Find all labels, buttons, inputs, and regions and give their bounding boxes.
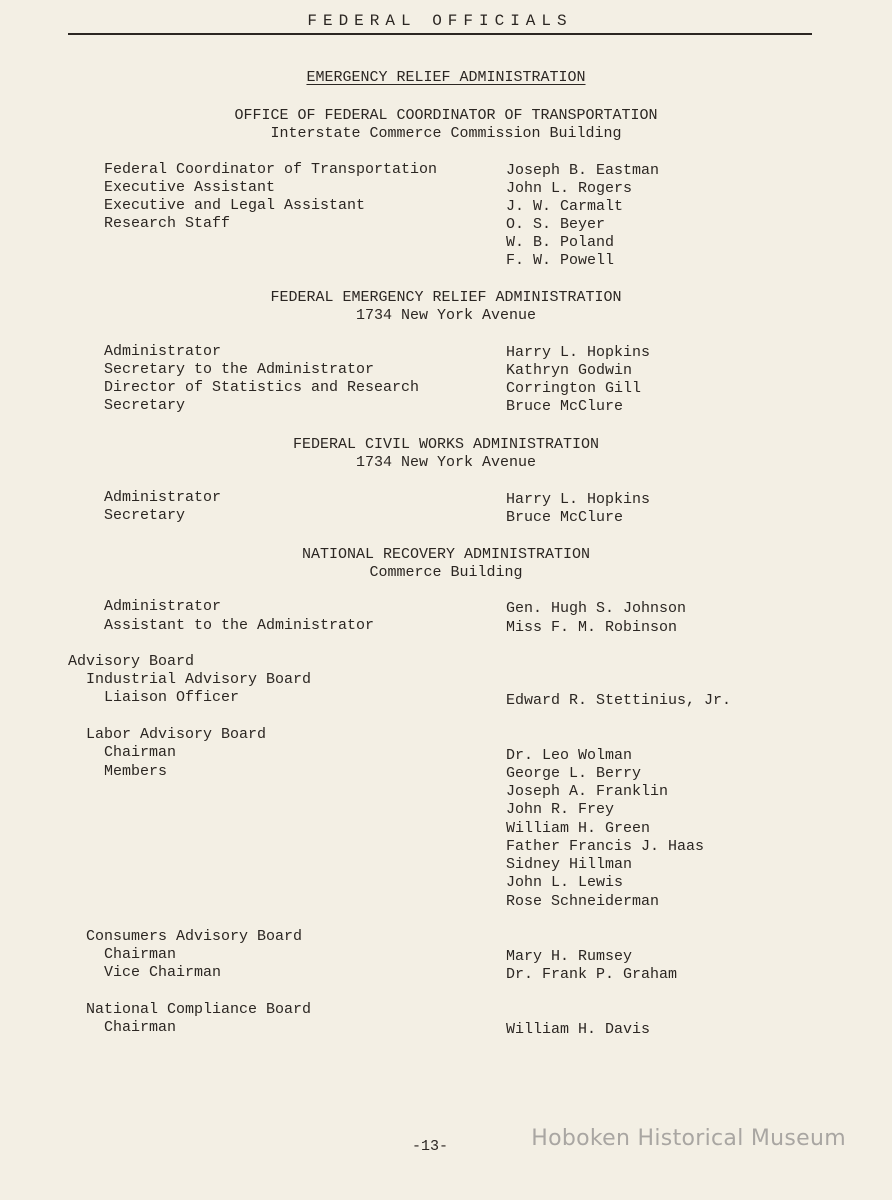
official-name: Joseph B. Eastman (506, 162, 660, 179)
official-name: Harry L. Hopkins (506, 344, 651, 361)
museum-watermark: Hoboken Historical Museum (531, 1126, 846, 1151)
board-title-labor: Labor Advisory Board (86, 726, 267, 743)
official-name: Dr. Leo Wolman (506, 747, 633, 764)
official-name: Dr. Frank P. Graham (506, 966, 678, 983)
official-name: John R. Frey (506, 801, 615, 818)
role-label: Executive and Legal Assistant (104, 197, 366, 214)
role-label: Liaison Officer (104, 689, 240, 706)
board-title-consumers: Consumers Advisory Board (86, 928, 303, 945)
official-name: O. S. Beyer (506, 216, 606, 233)
official-name: Miss F. M. Robinson (506, 619, 678, 636)
official-name: George L. Berry (506, 765, 642, 782)
official-name: Father Francis J. Haas (506, 838, 705, 855)
official-name: Corrington Gill (506, 380, 642, 397)
section-title-cwa: FEDERAL CIVIL WORKS ADMINISTRATION (292, 436, 600, 453)
page-number: -13- (411, 1138, 448, 1155)
official-name: J. W. Carmalt (506, 198, 624, 215)
role-label: Administrator (104, 343, 222, 360)
official-name: John L. Lewis (506, 874, 624, 891)
role-label: Secretary (104, 397, 186, 414)
section-title-fera: FEDERAL EMERGENCY RELIEF ADMINISTRATION (270, 289, 622, 306)
section-title-nra: NATIONAL RECOVERY ADMINISTRATION (301, 546, 591, 563)
official-name: Harry L. Hopkins (506, 491, 651, 508)
role-label: Secretary to the Administrator (104, 361, 375, 378)
official-name: William H. Green (506, 820, 651, 837)
role-label: Vice Chairman (104, 964, 222, 981)
board-title-industrial: Industrial Advisory Board (86, 671, 312, 688)
official-name: W. B. Poland (506, 234, 615, 251)
role-label: Chairman (104, 946, 177, 963)
section-subtitle-coordinator: Interstate Commerce Commission Building (270, 125, 622, 142)
official-name: Kathryn Godwin (506, 362, 633, 379)
section-title-coordinator: OFFICE OF FEDERAL COORDINATOR OF TRANSPORTATION (234, 107, 658, 124)
role-label: Executive Assistant (104, 179, 276, 196)
role-label: Administrator (104, 489, 222, 506)
official-name: Mary H. Rumsey (506, 948, 633, 965)
official-name: F. W. Powell (506, 252, 615, 269)
official-name: Joseph A. Franklin (506, 783, 669, 800)
official-name: Edward R. Stettinius, Jr. (506, 692, 732, 709)
role-label: Administrator (104, 598, 222, 615)
board-title-compliance: National Compliance Board (86, 1001, 312, 1018)
official-name: William H. Davis (506, 1021, 651, 1038)
role-label: Chairman (104, 744, 177, 761)
section-subtitle-fera: 1734 New York Avenue (355, 307, 537, 324)
role-label: Chairman (104, 1019, 177, 1036)
role-label: Federal Coordinator of Transportation (104, 161, 438, 178)
header-rule (68, 33, 812, 35)
advisory-heading: Advisory Board (68, 653, 195, 670)
role-label: Research Staff (104, 215, 231, 232)
official-name: Bruce McClure (506, 398, 624, 415)
main-heading: EMERGENCY RELIEF ADMINISTRATION (306, 69, 586, 86)
official-name: John L. Rogers (506, 180, 633, 197)
official-name: Rose Schneiderman (506, 893, 660, 910)
official-name: Sidney Hillman (506, 856, 633, 873)
role-label: Director of Statistics and Research (104, 379, 420, 396)
running-header: FEDERAL OFFICIALS (307, 12, 573, 30)
role-label: Assistant to the Administrator (104, 617, 375, 634)
section-subtitle-nra: Commerce Building (369, 564, 523, 581)
official-name: Gen. Hugh S. Johnson (506, 600, 687, 617)
official-name: Bruce McClure (506, 509, 624, 526)
role-label: Secretary (104, 507, 186, 524)
section-subtitle-cwa: 1734 New York Avenue (355, 454, 537, 471)
role-label: Members (104, 763, 168, 780)
